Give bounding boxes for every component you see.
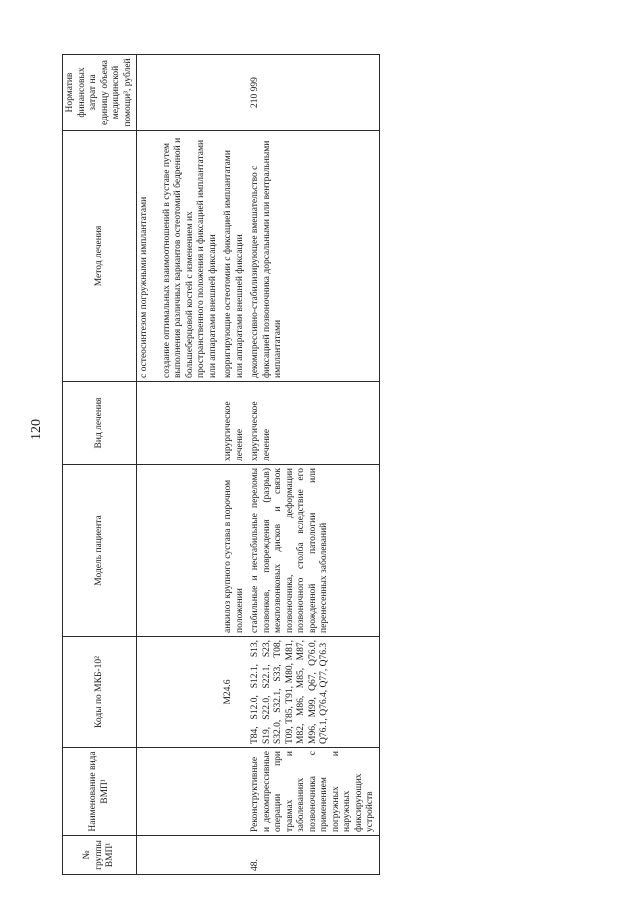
- cell-method: декомпрессивно-стабилизирующее вмешательство с фиксацией позвоночника дорсальными или вентральными имплантатами: [248, 131, 379, 382]
- cell-norm: [221, 55, 248, 131]
- cell-norm: 210 999: [248, 55, 379, 131]
- header-num: № группы ВМП¹: [63, 836, 137, 875]
- cell-name: Реконструктивные и декомпрессивные операции при травмах и заболеваниях позвоночника с применением погружных и наружных фиксирующих устройств: [248, 748, 379, 836]
- cell-name: [137, 748, 222, 836]
- cell-codes: M24.6: [221, 637, 248, 748]
- page-number: 120: [29, 419, 44, 440]
- cell-model: анкилоз крупного сустава в порочном положении: [221, 465, 248, 637]
- cell-kind: [137, 382, 222, 465]
- cell-method: [137, 131, 222, 382]
- cell-kind: хирургическое лечение: [221, 382, 248, 465]
- cell-name: [221, 748, 248, 836]
- table-row: [248, 55, 379, 875]
- cell-method: корригирующие остеотомии с фиксацией имплантатами или аппаратами внешней фиксации: [221, 131, 248, 382]
- method-line: с остеосинтезом погружными имплантатами: [139, 196, 149, 378]
- table-header-row: [63, 55, 137, 875]
- method-gap: [151, 134, 162, 378]
- header-method: Метод лечения: [63, 131, 137, 382]
- header-codes: Коды по МКБ-10²: [63, 637, 137, 748]
- table-row: [221, 55, 248, 875]
- cell-model: [137, 465, 222, 637]
- header-kind: Вид лечения: [63, 382, 137, 465]
- cell-kind: хирургическое лечение: [248, 382, 379, 465]
- cell-codes: T84, S12.0, S12.1, S13, S19, S22.0, S22.1, S23, S32.0, S32.1, S33, T08, T09, T85, T91, M80, M81, M82, M86, M85, M87, M96, M99, Q67, Q76.0, Q76.1, Q76.4, Q77, Q76.3: [248, 637, 379, 748]
- cell-codes: [137, 637, 222, 748]
- header-model: Модель пациента: [63, 465, 137, 637]
- header-name: Наименование вида ВМП¹: [63, 748, 137, 836]
- cell-num: 48.: [248, 836, 379, 875]
- table-row: [137, 55, 222, 875]
- cell-num: [221, 836, 248, 875]
- cell-norm: [137, 55, 222, 131]
- cell-model: стабильные и нестабильные переломы позвонков, повреждения (разрыв) межпозвонковых дисков и связок позвоночника, деформации позвоночного столба вследствие его врожденной патологии или перенесенных заболеваний: [248, 465, 379, 637]
- vmp-table: [62, 54, 380, 875]
- method-line: создание оптимальных взаимоотношений в суставе путем выполнения различных вариантов остеотомий бедренной и большеберцовой костей с изменением их пространственного положения и фиксацией имплантатами или аппаратами внешней фиксации: [161, 137, 218, 378]
- header-norm: Норматив финансовых затрат на единицу объема медицинской помощи³, рублей: [63, 55, 137, 131]
- cell-num: [137, 836, 222, 875]
